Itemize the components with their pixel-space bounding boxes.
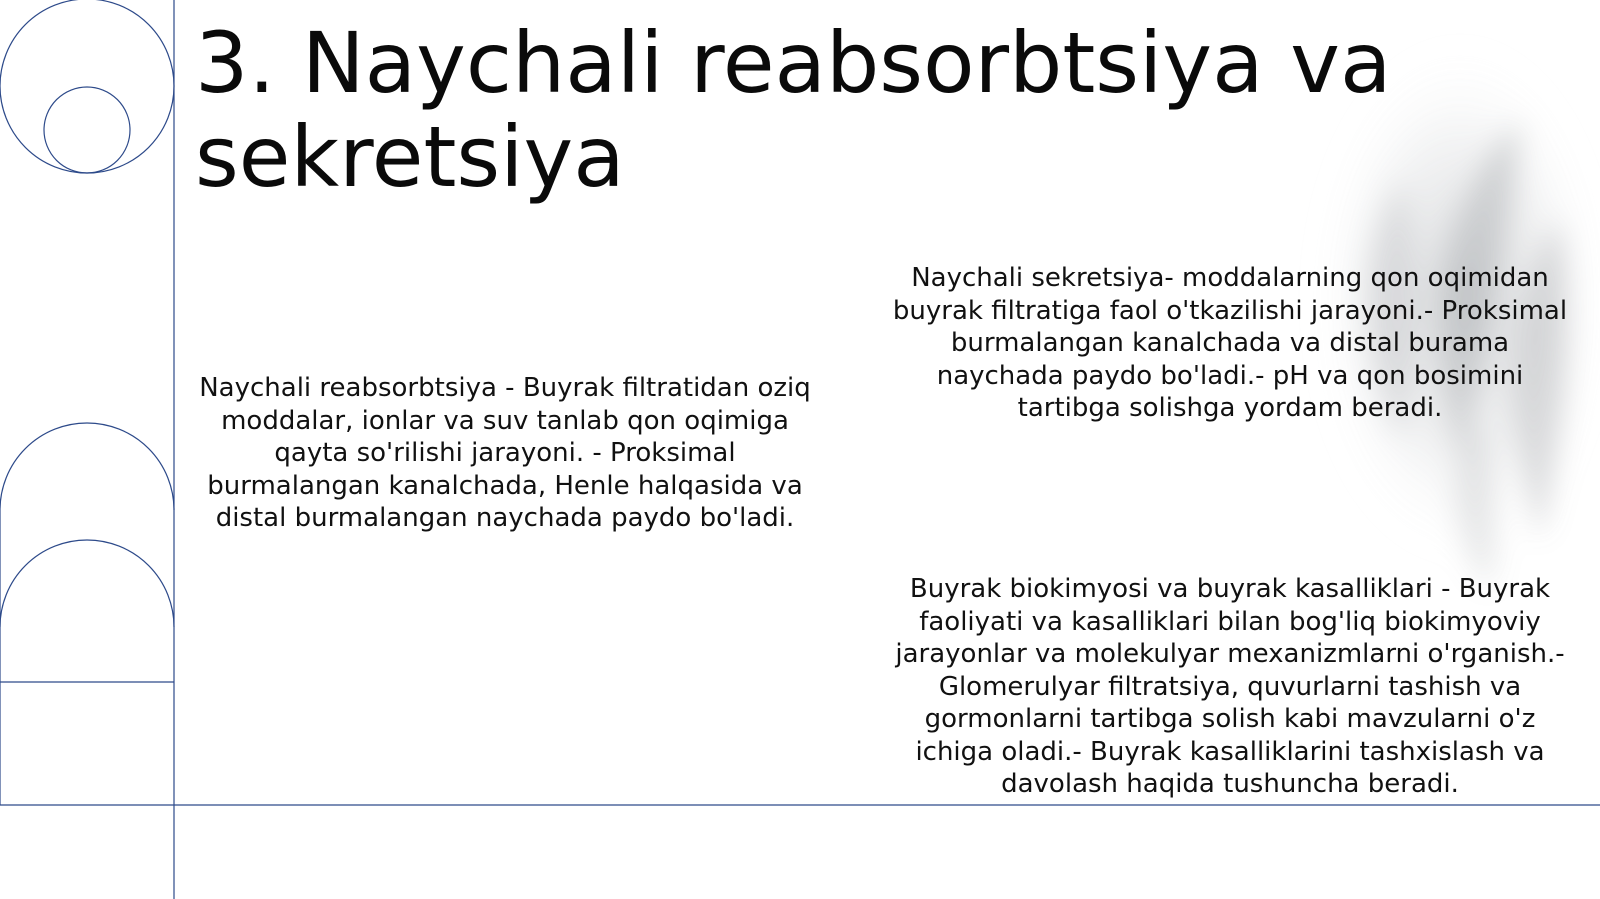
kidney-biochemistry-text: Buyrak biokimyosi va buyrak kasalliklari - Buyrak faoliyati va kasalliklari bilan bog'liq biokimyoviy jarayonlar va molekulyar mexanizmlarni o'rganish.- Glomerulyar filtratsiya, quvurlarni tashish va gormonlarni tartibga solish kabi mavzularni o'z ichiga oladi.- Buyrak kasalliklarini tashxislash va davolash haqida tushuncha beradi. <box>895 574 1565 799</box>
reabsorption-text: Naychali reabsorbtsiya - Buyrak filtratidan oziq moddalar, ionlar va suv tanlab qon oqimiga qayta so'rilishi jarayoni. - Proksimal burmalangan kanalchada, Henle halqasida va distal burmalangan naychada paydo bo'ladi. <box>199 373 811 533</box>
secretion-text: Naychali sekretsiya- moddalarning qon oqimidan buyrak filtratiga faol o'tkazilishi jarayoni.- Proksimal burmalangan kanalchada va distal burama naychada paydo bo'ladi.- pH va qon bosimini tartibga solishga yordam beradi. <box>892 263 1568 423</box>
slide-title: 3. Naychali reabsorbtsiya va sekretsiya <box>195 14 1392 206</box>
